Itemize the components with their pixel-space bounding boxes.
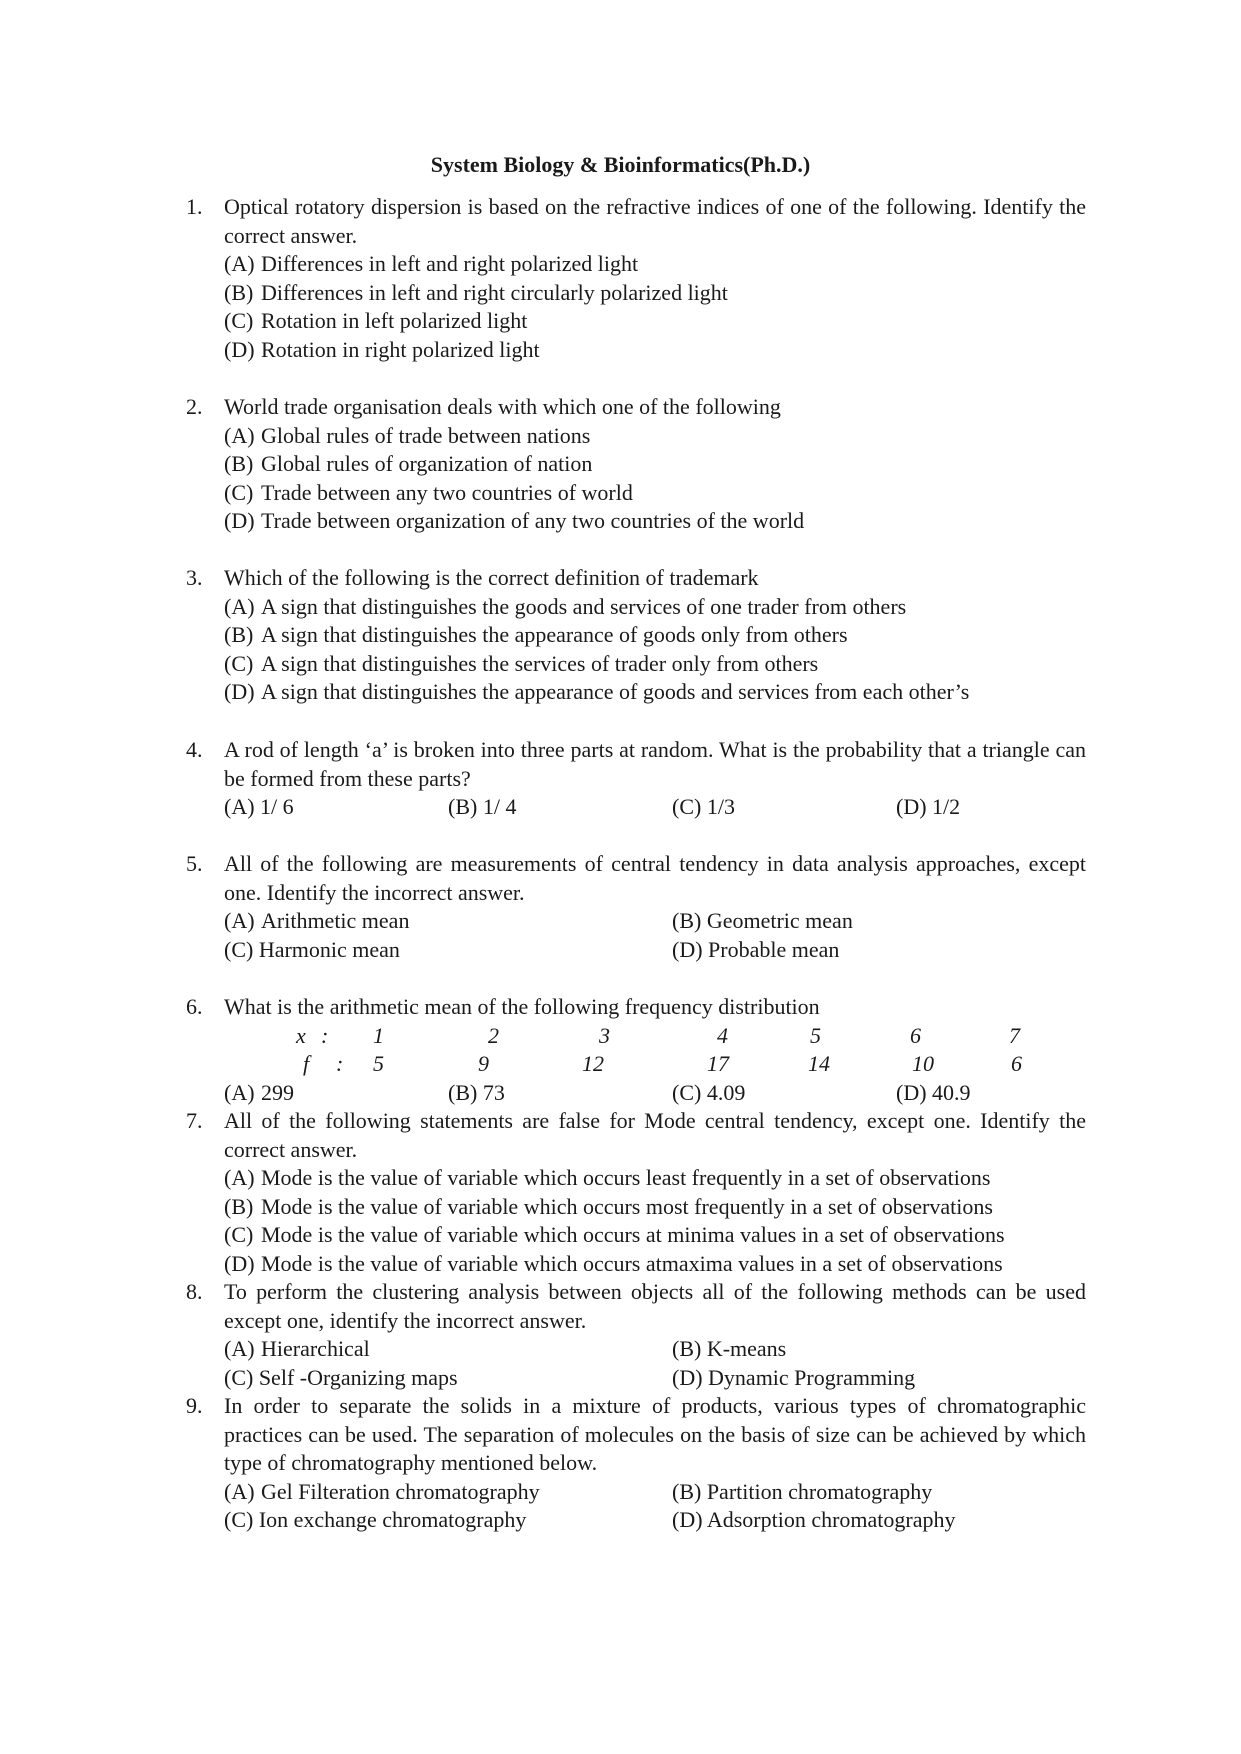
option-c: (C) Self -Organizing maps — [224, 1364, 458, 1390]
option-d: (D) A sign that distinguishes the appearance of goods and services from each other’s — [224, 679, 970, 704]
question-number: 3. — [186, 565, 203, 590]
x-row — [224, 1022, 1086, 1051]
question-text: World trade organisation deals with which one of the following — [224, 394, 781, 419]
option-a: (A) A sign that distinguishes the goods and services of one trader from others — [224, 593, 907, 619]
question-text: Which of the following is the correct definition of trademark — [224, 565, 759, 590]
option-a: (A) Mode is the value of variable which occurs least frequently in a set of observations — [224, 1165, 991, 1190]
f-value: 10 — [912, 1051, 934, 1076]
f-value: 5 — [373, 1051, 384, 1076]
option-b: (B) A sign that distinguishes the appearance of goods only from others — [224, 622, 848, 647]
option-d: (D) Dynamic Programming — [672, 1364, 916, 1390]
options-row — [224, 1506, 1086, 1535]
options-row — [224, 1079, 1086, 1108]
option-c: (C) 1/3 — [672, 794, 735, 819]
option-d: (D) Rotation in right polarized light — [224, 336, 540, 362]
option-c: (C) Rotation in left polarized light — [224, 308, 528, 333]
option-b: (B) 73 — [448, 1079, 505, 1105]
colon: : — [336, 1051, 344, 1076]
question-text: All of the following statements are false for Mode central tendency, except one. Identify the correct answer. — [224, 1108, 1086, 1162]
options-row — [224, 1364, 1086, 1393]
question-8 — [186, 1278, 1086, 1392]
option-a: (A) Arithmetic mean — [224, 908, 410, 933]
option-c: (C) Mode is the value of variable which occurs at minima values in a set of observations — [224, 1222, 1005, 1247]
x-value: 6 — [910, 1022, 921, 1048]
f-value: 14 — [808, 1051, 830, 1076]
option-a: (A) 1/ 6 — [224, 794, 294, 819]
question-7 — [186, 1107, 1086, 1278]
option-d: (D) 40.9 — [896, 1079, 971, 1105]
question-5 — [186, 850, 1086, 964]
question-text: Optical rotatory dispersion is based on the refractive indices of one of the following. Identify the correct answer. — [224, 194, 1086, 248]
option-b: (B) Differences in left and right circularly polarized light — [224, 279, 728, 305]
option-d: (D) Mode is the value of variable which occurs atmaxima values in a set of observations — [224, 1250, 1003, 1276]
option-a: (A) 299 — [224, 1079, 294, 1105]
option-b: (B) 1/ 4 — [448, 794, 517, 819]
x-value: 5 — [810, 1022, 821, 1048]
question-3 — [186, 564, 1086, 707]
question-number: 6. — [186, 994, 203, 1019]
question-text: What is the arithmetic mean of the following frequency distribution — [224, 994, 820, 1019]
option-d: (D) Probable mean — [672, 936, 840, 962]
question-text: To perform the clustering analysis between objects all of the following methods can be used except one, identify the incorrect answer. — [224, 1279, 1086, 1333]
x-value: 1 — [373, 1022, 384, 1048]
options-row — [224, 936, 1086, 965]
options-row — [224, 1335, 1086, 1364]
question-text: In order to separate the solids in a mixture of products, various types of chromatographic practices can be used. The separation of molecules on the basis of size can be achieved by which type of chromatography mentioned below. — [224, 1393, 1086, 1475]
option-c: (C) Ion exchange chromatography — [224, 1507, 527, 1532]
option-b: (B) Geometric mean — [672, 908, 853, 933]
question-text: All of the following are measurements of central tendency in data analysis approaches, except one. Identify the incorrect answer. — [224, 851, 1086, 905]
options-row — [224, 793, 1086, 822]
question-text: A rod of length ‘a’ is broken into three parts at random. What is the probability that a triangle can be formed from these parts? — [224, 737, 1086, 791]
option-d: (D) 1/2 — [896, 794, 961, 819]
option-c: (C) 4.09 — [672, 1079, 746, 1105]
option-d: (D) Adsorption chromatography — [672, 1507, 956, 1532]
question-number: 2. — [186, 394, 203, 419]
option-b: (B) Mode is the value of variable which occurs most frequently in a set of observations — [224, 1193, 993, 1219]
option-c: (C) A sign that distinguishes the services of trader only from others — [224, 650, 819, 676]
option-b: (B) Partition chromatography — [672, 1478, 933, 1504]
options-row — [224, 907, 1086, 936]
f-label: f — [303, 1051, 310, 1076]
question-number: 1. — [186, 194, 203, 219]
question-1 — [186, 193, 1086, 364]
f-value: 9 — [478, 1051, 489, 1076]
x-value: 7 — [1009, 1022, 1020, 1048]
question-number: 7. — [186, 1108, 203, 1133]
option-a: (A) Global rules of trade between nations — [224, 422, 591, 448]
option-b: (B) Global rules of organization of nation — [224, 451, 593, 476]
f-value: 17 — [707, 1051, 729, 1076]
x-value: 3 — [599, 1022, 610, 1048]
x-label: x — [296, 1022, 306, 1048]
question-number: 4. — [186, 737, 203, 762]
question-2 — [186, 393, 1086, 536]
f-row — [224, 1050, 1086, 1079]
option-a: (A) Differences in left and right polarized light — [224, 251, 639, 276]
question-9 — [186, 1392, 1086, 1535]
question-number: 5. — [186, 851, 203, 876]
options-row — [224, 1478, 1086, 1507]
f-value: 6 — [1011, 1051, 1022, 1076]
page-title: System Biology & Bioinformatics(Ph.D.) — [430, 152, 811, 177]
option-a: (A) Hierarchical — [224, 1336, 370, 1361]
question-6 — [186, 993, 1086, 1107]
question-4 — [186, 736, 1086, 822]
option-a: (A) Gel Filteration chromatography — [224, 1478, 540, 1504]
option-d: (D) Trade between organization of any two countries of the world — [224, 508, 805, 533]
colon: : — [321, 1022, 329, 1048]
option-c: (C) Harmonic mean — [224, 936, 400, 962]
question-number: 8. — [186, 1279, 203, 1304]
question-number: 9. — [186, 1393, 203, 1418]
option-b: (B) K-means — [672, 1336, 787, 1361]
x-value: 4 — [717, 1022, 728, 1048]
option-c: (C) Trade between any two countries of world — [224, 479, 633, 505]
x-value: 2 — [488, 1022, 499, 1048]
f-value: 12 — [582, 1051, 604, 1076]
